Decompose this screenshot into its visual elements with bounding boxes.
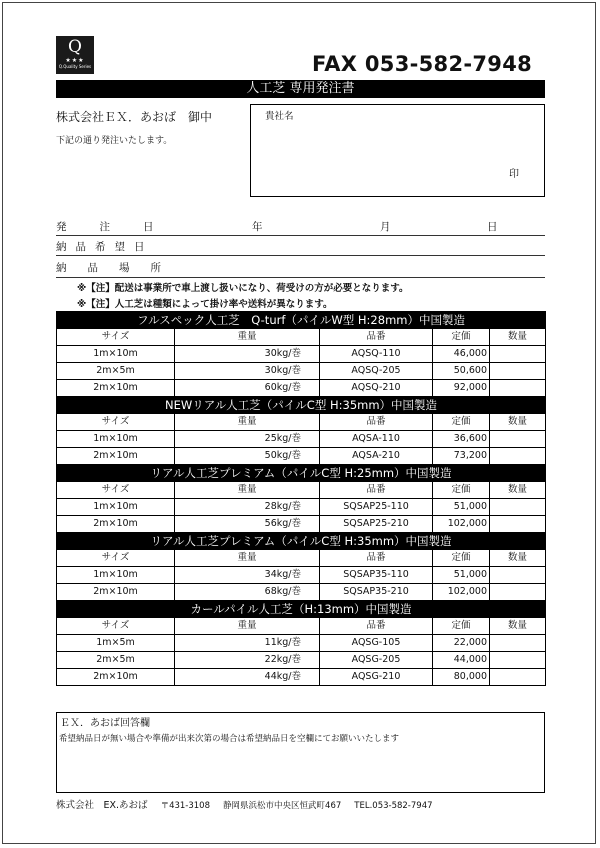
- quantity-cell[interactable]: [490, 567, 546, 584]
- price-cell: 92,000: [433, 380, 490, 397]
- section-header-row: [57, 465, 546, 482]
- price-cell: 36,600: [433, 431, 490, 448]
- section-title: リアル人工芝プレミアム（パイルC型 H:25mm）中国製造: [57, 465, 546, 482]
- fax-number: FAX 053-582-7948: [312, 52, 533, 76]
- column-header-row: [57, 329, 546, 346]
- footer-postal: 〒431-3108: [160, 801, 210, 811]
- code-cell: AQSG-205: [320, 652, 433, 669]
- price-cell: 102,000: [433, 516, 490, 533]
- order-date-label: 発 注 日: [56, 221, 158, 233]
- weight-cell: 22kg/巻: [175, 652, 320, 669]
- size-cell: 1m×10m: [57, 567, 175, 584]
- size-cell: 2m×10m: [57, 448, 175, 465]
- table-row: [57, 346, 546, 363]
- section-title: カールパイル人工芝（H:13mm）中国製造: [57, 601, 546, 618]
- column-header-weight: 重量: [175, 414, 320, 431]
- reply-note: 希望納品日が無い場合や準備が出来次第の場合は希望納品日を空欄にてお願いいたします: [59, 734, 400, 744]
- footer-address: 静岡県浜松市中央区恒武町467: [223, 801, 342, 811]
- size-cell: 2m×5m: [57, 363, 175, 380]
- column-header-price: 定価: [433, 414, 490, 431]
- size-cell: 2m×10m: [57, 584, 175, 601]
- column-header-row: [57, 414, 546, 431]
- client-name-box[interactable]: [250, 104, 545, 197]
- weight-cell: 68kg/巻: [175, 584, 320, 601]
- section-header-row: [57, 397, 546, 414]
- column-header-code: 品番: [320, 550, 433, 567]
- column-header-weight: 重量: [175, 482, 320, 499]
- code-cell: SQSAP25-210: [320, 516, 433, 533]
- quantity-cell[interactable]: [490, 448, 546, 465]
- quantity-cell[interactable]: [490, 380, 546, 397]
- price-table: [56, 311, 546, 686]
- column-header-code: 品番: [320, 482, 433, 499]
- code-cell: AQSQ-210: [320, 380, 433, 397]
- weight-cell: 50kg/巻: [175, 448, 320, 465]
- price-cell: 50,600: [433, 363, 490, 380]
- column-header-qty: 数量: [490, 550, 546, 567]
- weight-cell: 11kg/巻: [175, 635, 320, 652]
- column-header-size: サイズ: [57, 550, 175, 567]
- column-header-size: サイズ: [57, 618, 175, 635]
- code-cell: AQSQ-205: [320, 363, 433, 380]
- code-cell: AQSA-110: [320, 431, 433, 448]
- size-cell: 2m×10m: [57, 669, 175, 686]
- warning-pricing: ※【注】人工芝は種類によって掛け率や送料が異なります。: [77, 299, 333, 310]
- table-row: [57, 652, 546, 669]
- column-header-row: [57, 550, 546, 567]
- table-row: [57, 380, 546, 397]
- code-cell: AQSG-105: [320, 635, 433, 652]
- day-label: 日: [487, 221, 498, 233]
- delivery-date-field[interactable]: 納品希望日: [56, 241, 154, 253]
- column-header-code: 品番: [320, 414, 433, 431]
- code-cell: SQSAP35-210: [320, 584, 433, 601]
- price-cell: 44,000: [433, 652, 490, 669]
- section-title: リアル人工芝プレミアム（パイルC型 H:35mm）中国製造: [57, 533, 546, 550]
- column-header-size: サイズ: [57, 329, 175, 346]
- section-title: NEWリアル人工芝（パイルC型 H:35mm）中国製造: [57, 397, 546, 414]
- form-title: 人工芝 専用発注書: [56, 80, 545, 98]
- column-header-price: 定価: [433, 482, 490, 499]
- logo-stars: ★★★: [65, 57, 85, 64]
- code-cell: SQSAP25-110: [320, 499, 433, 516]
- quantity-cell[interactable]: [490, 635, 546, 652]
- client-name-label: 貴社名: [265, 111, 294, 122]
- weight-cell: 30kg/巻: [175, 363, 320, 380]
- delivery-place-field[interactable]: 納品場所: [56, 262, 182, 274]
- table-row: [57, 584, 546, 601]
- quantity-cell[interactable]: [490, 499, 546, 516]
- quantity-cell[interactable]: [490, 652, 546, 669]
- section-title: フルスペック人工芝 Q-turf（パイルW型 H:28mm）中国製造: [57, 312, 546, 329]
- divider: [56, 277, 545, 278]
- column-header-size: サイズ: [57, 414, 175, 431]
- table-row: [57, 635, 546, 652]
- quantity-cell[interactable]: [490, 516, 546, 533]
- month-label: 月: [380, 221, 391, 233]
- size-cell: 2m×10m: [57, 516, 175, 533]
- quantity-cell[interactable]: [490, 431, 546, 448]
- weight-cell: 30kg/巻: [175, 346, 320, 363]
- table-row: [57, 499, 546, 516]
- footer-tel: TEL.053-582-7947: [354, 801, 433, 811]
- weight-cell: 28kg/巻: [175, 499, 320, 516]
- year-label: 年: [252, 221, 263, 233]
- section-header-row: [57, 312, 546, 329]
- section-header-row: [57, 533, 546, 550]
- quantity-cell[interactable]: [490, 346, 546, 363]
- code-cell: AQSA-210: [320, 448, 433, 465]
- table-row: [57, 431, 546, 448]
- column-header-code: 品番: [320, 618, 433, 635]
- weight-cell: 60kg/巻: [175, 380, 320, 397]
- weight-cell: 56kg/巻: [175, 516, 320, 533]
- price-cell: 22,000: [433, 635, 490, 652]
- quantity-cell[interactable]: [490, 669, 546, 686]
- logo-subtext: Q.Quality Series: [58, 64, 92, 69]
- size-cell: 1m×5m: [57, 635, 175, 652]
- quantity-cell[interactable]: [490, 363, 546, 380]
- company-logo: [56, 36, 94, 74]
- column-header-price: 定価: [433, 550, 490, 567]
- quantity-cell[interactable]: [490, 584, 546, 601]
- size-cell: 1m×10m: [57, 499, 175, 516]
- column-header-size: サイズ: [57, 482, 175, 499]
- column-header-qty: 数量: [490, 329, 546, 346]
- intro-text: 下記の通り発注いたします。: [56, 136, 173, 146]
- warning-shipping: ※【注】配送は事業所で車上渡し扱いになり、荷受けの方が必要となります。: [77, 283, 409, 294]
- weight-cell: 44kg/巻: [175, 669, 320, 686]
- column-header-weight: 重量: [175, 618, 320, 635]
- price-cell: 51,000: [433, 499, 490, 516]
- weight-cell: 34kg/巻: [175, 567, 320, 584]
- divider: [56, 255, 545, 256]
- table-row: [57, 516, 546, 533]
- code-cell: AQSQ-110: [320, 346, 433, 363]
- table-row: [57, 448, 546, 465]
- code-cell: AQSG-210: [320, 669, 433, 686]
- column-header-weight: 重量: [175, 550, 320, 567]
- size-cell: 1m×10m: [57, 431, 175, 448]
- addressee: 株式会社ＥＸ．あおば 御中: [56, 110, 213, 124]
- column-header-price: 定価: [433, 329, 490, 346]
- price-cell: 73,200: [433, 448, 490, 465]
- divider: [56, 235, 545, 236]
- price-cell: 51,000: [433, 567, 490, 584]
- column-header-qty: 数量: [490, 618, 546, 635]
- code-cell: SQSAP35-110: [320, 567, 433, 584]
- price-cell: 46,000: [433, 346, 490, 363]
- table-row: [57, 567, 546, 584]
- column-header-row: [57, 618, 546, 635]
- footer-company: 株式会社 EX.あおば: [56, 800, 148, 811]
- column-header-weight: 重量: [175, 329, 320, 346]
- reply-title: ＥＸ．あおば回答欄: [60, 718, 150, 729]
- weight-cell: 25kg/巻: [175, 431, 320, 448]
- size-cell: 2m×10m: [57, 380, 175, 397]
- price-cell: 102,000: [433, 584, 490, 601]
- column-header-row: [57, 482, 546, 499]
- table-row: [57, 669, 546, 686]
- reply-section[interactable]: [56, 712, 545, 793]
- table-row: [57, 363, 546, 380]
- column-header-qty: 数量: [490, 414, 546, 431]
- section-header-row: [57, 601, 546, 618]
- column-header-qty: 数量: [490, 482, 546, 499]
- size-cell: 1m×10m: [57, 346, 175, 363]
- price-cell: 80,000: [433, 669, 490, 686]
- column-header-code: 品番: [320, 329, 433, 346]
- footer: [56, 797, 443, 811]
- column-header-price: 定価: [433, 618, 490, 635]
- logo-letter: Q: [68, 37, 82, 57]
- seal-label: 印: [509, 169, 519, 180]
- size-cell: 2m×5m: [57, 652, 175, 669]
